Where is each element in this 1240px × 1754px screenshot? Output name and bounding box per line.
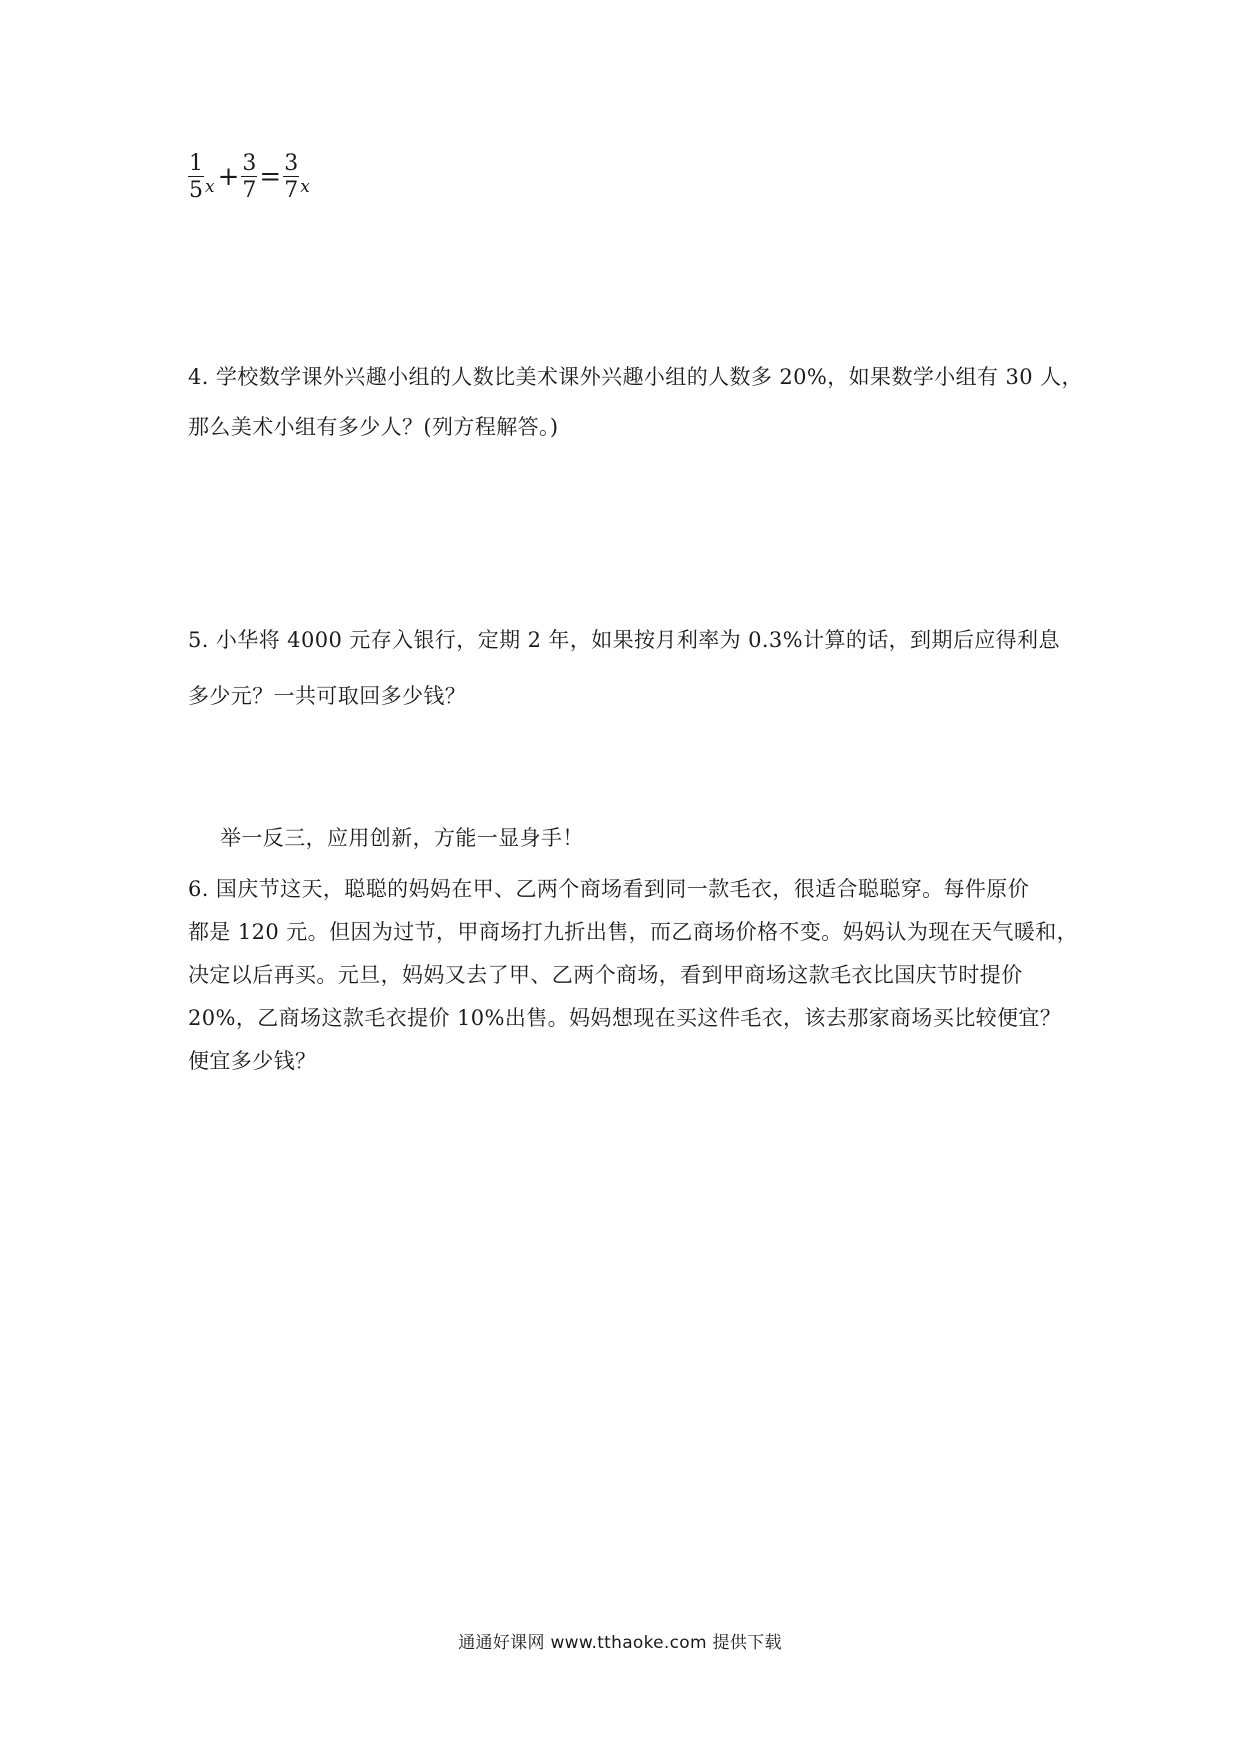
page-footer: 通通好课网 www.tthaoke.com 提供下载 (458, 1633, 782, 1653)
question-6 (188, 868, 1079, 1083)
fraction-one-fifth (188, 152, 204, 202)
equation (188, 152, 311, 202)
question-5-line-1: 5. 小华将 4000 元存入银行，定期 2 年，如果按月利率为 0.3%计算的话，到期后应得利息 (188, 628, 1060, 652)
question-6-line-1: 6. 国庆节这天，聪聪的妈妈在甲、乙两个商场看到同一款毛衣，很适合聪聪穿。每件原价 (188, 877, 1030, 901)
question-4-line-1: 4. 学校数学课外兴趣小组的人数比美术课外兴趣小组的人数多 20%，如果数学小组有 30 人， (188, 365, 1083, 389)
fraction-three-sevenths (241, 152, 257, 202)
fraction-denominator: 7 (284, 178, 299, 204)
question-6-line-2: 都是 120 元。但因为过节，甲商场打九折出售，而乙商场价格不变。妈妈认为现在天气暖和， (188, 920, 1079, 944)
question-6-line-3: 决定以后再买。元旦，妈妈又去了甲、乙两个商场，看到甲商场这款毛衣比国庆节时提价 (188, 963, 1023, 987)
fraction-numerator: 3 (284, 151, 299, 176)
question-4-line-2: 那么美术小组有多少人？(列方程解答。) (188, 415, 559, 439)
question-5-line-2: 多少元？一共可取回多少钱？ (188, 684, 467, 708)
fraction-denominator: 7 (242, 178, 257, 204)
plus-sign: + (217, 162, 240, 193)
fraction-numerator: 3 (242, 151, 257, 176)
equals-sign: = (259, 162, 282, 193)
question-5 (188, 612, 1068, 724)
fraction-denominator: 5 (189, 178, 203, 204)
question-6-line-4: 20%，乙商场这款毛衣提价 10%出售。妈妈想现在买这件毛衣，该去那家商场买比较便宜？ (188, 1006, 1062, 1030)
variable-x: x (205, 176, 215, 197)
variable-x: x (300, 176, 310, 197)
section-motto: 举一反三，应用创新，方能一显身手！ (220, 826, 584, 850)
question-6-line-5: 便宜多少钱？ (188, 1049, 317, 1073)
fraction-numerator: 1 (189, 151, 203, 176)
question-4 (188, 352, 1083, 452)
fraction-three-sevenths-right (283, 152, 299, 202)
